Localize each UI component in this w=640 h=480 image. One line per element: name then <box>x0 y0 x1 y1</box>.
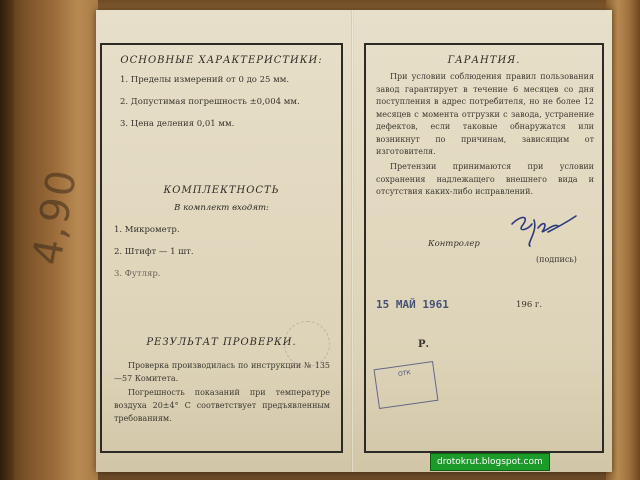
printed-year: 196 г. <box>516 300 543 310</box>
kit-item-2: 2. Штифт — 1 шт. <box>114 247 194 257</box>
kit-item-1: 1. Микрометр. <box>114 225 180 235</box>
warranty-paragraph-1: При условии соблюдения правил пользования завод гарантирует в течение 6 месяцев со дня поступления в адрес потребителя, но не более 12 месяцев с момента отгрузки с завода, устранение дефектов, если таковые обнаружатся или возникнут по причинам, зависящим от изготовителя. <box>376 72 594 156</box>
seal-label: Р. <box>418 339 430 350</box>
warranty-paragraph-2: Претензии принимаются при условии сохранения надлежащего внешнего вида и отсутствия каких-либо исправлений. <box>376 162 594 196</box>
passport-document <box>96 10 612 472</box>
signature-caption: (подпись) <box>536 255 577 264</box>
otk-stamp <box>374 361 439 409</box>
characteristics-title: ОСНОВНЫЕ ХАРАКТЕРИСТИКИ: <box>120 55 323 66</box>
left-panel <box>100 43 343 453</box>
characteristic-item-1: 1. Пределы измерений от 0 до 25 мм. <box>120 75 290 85</box>
result-title: РЕЗУЛЬТАТ ПРОВЕРКИ. <box>146 337 297 348</box>
kit-title: КОМПЛЕКТНОСТЬ <box>163 185 280 196</box>
right-panel <box>364 43 604 453</box>
pencil-note: 4,90 <box>24 164 87 269</box>
result-paragraph-1: Проверка производилась по инструкции № 135—57 Комитета. <box>114 361 330 383</box>
characteristic-item-2: 2. Допустимая погрешность ±0,004 мм. <box>120 97 300 107</box>
kit-subtitle: В комплект входят: <box>174 203 269 213</box>
controller-label: Контролер <box>428 239 480 249</box>
paper-fold <box>351 10 354 472</box>
blog-watermark: drotokrut.blogspot.com <box>430 453 550 471</box>
signature <box>508 210 578 250</box>
characteristic-item-3: 3. Цена деления 0,01 мм. <box>120 119 235 129</box>
date-stamp: 15 МАЙ 1961 <box>376 298 449 311</box>
result-paragraph-2: Погрешность показаний при температуре воздуха 20±4° С соответствует предъявленным требованиям. <box>114 388 330 423</box>
warranty-title: ГАРАНТИЯ. <box>447 55 521 66</box>
otk-stamp-text: ОТК <box>397 369 412 378</box>
kit-item-3: 3. Футляр. <box>114 269 161 279</box>
